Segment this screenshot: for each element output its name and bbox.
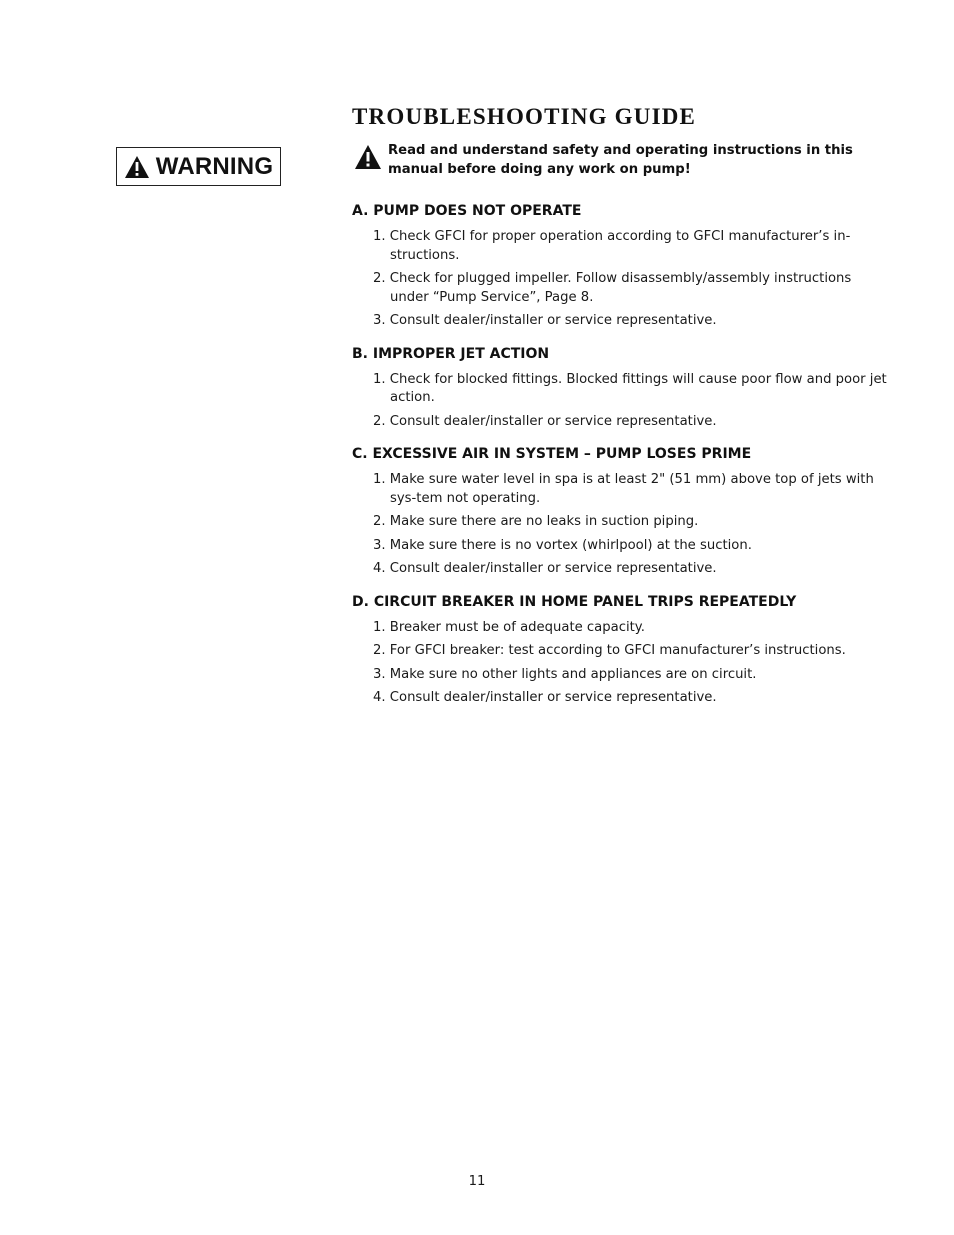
section-heading: D. CIRCUIT BREAKER IN HOME PANEL TRIPS REPEATEDLY [352,593,797,610]
list-item: 1. Check GFCI for proper operation according to GFCI manufacturer’s in-structions. [373,229,851,263]
warning-label-text: WARNING [155,152,274,180]
safety-notice-text: Read and understand safety and operating instructions in this manual before doing any work on pump! [388,143,853,177]
warning-triangle-icon [124,155,150,179]
list-item: 1. Check for blocked fittings. Blocked fittings will cause poor flow and poor jet action. [373,371,887,405]
section-heading: A. PUMP DOES NOT OPERATE [352,203,582,219]
section-improper-jet-action [352,345,887,432]
section-pump-does-not-operate [352,202,887,331]
section-circuit-breaker [352,593,887,708]
list-item: 4. Consult dealer/installer or service representative. [373,561,717,576]
list-item: 4. Consult dealer/installer or service representative. [373,690,717,705]
warning-label [116,147,281,186]
section-heading: C. EXCESSIVE AIR IN SYSTEM – PUMP LOSES PRIME [352,446,752,462]
list-item: 2. For GFCI breaker: test according to GFCI manufacturer’s instructions. [373,643,846,658]
safety-notice [354,142,884,179]
list-item: 3. Consult dealer/installer or service representative. [373,313,717,328]
list-item: 1. Breaker must be of adequate capacity. [373,619,645,635]
list-item: 2. Consult dealer/installer or service representative. [373,413,717,429]
troubleshooting-content [352,202,887,722]
list-item: 2. Check for plugged impeller. Follow disassembly/assembly instructions under “Pump Service”, Page 8. [373,271,852,305]
warning-triangle-icon [354,144,382,170]
list-item: 3. Make sure no other lights and appliances are on circuit. [373,666,757,682]
section-excessive-air [352,445,887,579]
page-number: 11 [468,1174,486,1189]
section-heading: B. IMPROPER JET ACTION [352,345,550,362]
list-item: 2. Make sure there are no leaks in suction piping. [373,514,699,529]
page-title: TROUBLESHOOTING GUIDE [352,104,697,129]
list-item: 1. Make sure water level in spa is at least 2" (51 mm) above top of jets with sys-tem not operating. [373,472,874,506]
list-item: 3. Make sure there is no vortex (whirlpool) at the suction. [373,537,752,553]
